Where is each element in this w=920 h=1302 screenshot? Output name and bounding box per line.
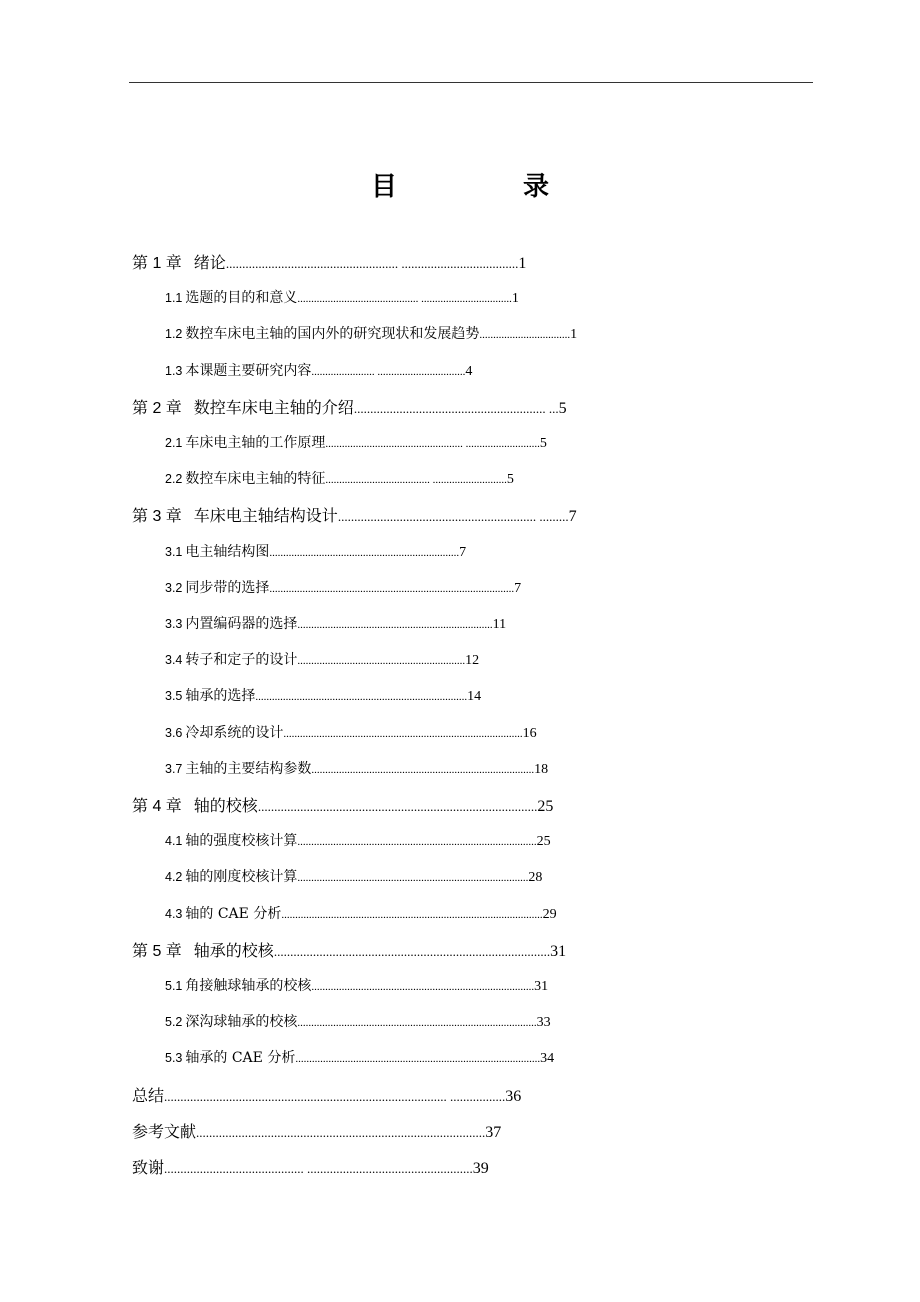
toc-entry-number: 3.5 <box>165 689 183 704</box>
toc-entry-page-number: 1 <box>511 291 519 307</box>
toc-chapter-entry[interactable] <box>132 1085 522 1105</box>
toc-entry-label: 致谢 <box>132 1158 165 1177</box>
header-rule <box>129 82 813 83</box>
toc-entry-label: 数控车床电主轴的特征 <box>185 471 326 488</box>
toc-section-entry[interactable] <box>165 762 548 777</box>
toc-entry-leader-dots: ............................................................. <box>297 655 466 668</box>
toc-entry-leader-dots: ....................................................................................... <box>297 836 537 849</box>
toc-entry-label: 选题的目的和意义 <box>185 290 298 307</box>
toc-entry-leader-dots: ...................................................................................... <box>257 799 538 814</box>
toc-entry-leader-dots: ..................................................................................... <box>273 943 551 959</box>
toc-entry-number: 3.3 <box>165 617 183 631</box>
toc-entry-page-number: 7 <box>568 508 577 526</box>
toc-entry-label: 数控车床电主轴的国内外的研究现状和发展趋势 <box>185 326 480 343</box>
toc-entry-number: 5.1 <box>165 979 183 993</box>
toc-entry-number: 3.4 <box>165 653 183 668</box>
toc-entry-number: 4.2 <box>165 870 183 885</box>
toc-entry-page-number: 37 <box>485 1123 502 1141</box>
toc-chapter-entry[interactable] <box>132 1160 489 1177</box>
toc-entry-leader-dots: ..................................................... .................................... <box>225 256 519 271</box>
toc-entry-number: 3.1 <box>165 544 183 559</box>
toc-entry-number: 5.3 <box>165 1051 183 1066</box>
toc-entry-page-number: 33 <box>536 1015 551 1031</box>
toc-section-entry[interactable] <box>165 436 547 451</box>
toc-section-entry[interactable] <box>165 291 519 306</box>
toc-entry-page-number: 28 <box>528 870 543 886</box>
toc-section-entry[interactable] <box>165 689 481 704</box>
toc-chapter-entry[interactable] <box>132 940 567 960</box>
toc-entry-leader-dots: ................................................................................. <box>311 763 535 776</box>
toc-entry-page-number: 7 <box>514 580 522 596</box>
toc-title: 目 录 <box>370 172 599 202</box>
toc-entry-leader-dots: ....................................................................................... <box>297 1017 537 1030</box>
toc-section-entry[interactable] <box>165 979 548 994</box>
toc-section-entry[interactable] <box>165 1015 551 1030</box>
toc-entry-leader-dots: .................................................. ........................... <box>325 438 540 450</box>
toc-entry-page-number: 4 <box>465 363 473 379</box>
toc-chapter-entry[interactable] <box>132 508 577 525</box>
toc-entry-page-number: 5 <box>506 472 514 488</box>
toc-entry-page-number: 25 <box>536 834 551 850</box>
toc-entry-leader-dots: ................................................................................. <box>311 981 535 993</box>
toc-entry-leader-dots: ............................................................................. <box>255 691 468 704</box>
toc-entry-label: 本课题主要研究内容 <box>185 362 312 379</box>
toc-entry-page-number: 34 <box>540 1051 555 1067</box>
toc-entry-number: 2.2 <box>165 472 183 487</box>
toc-entry-leader-dots: ......................................................................................... <box>295 1053 541 1066</box>
toc-entry-leader-dots: ....................................................................... <box>297 619 493 631</box>
toc-entry-label: 轴承的 CAE 分析 <box>185 1050 296 1067</box>
toc-entry-number: 1.3 <box>165 363 183 378</box>
toc-entry-leader-dots: ................................. <box>479 329 571 342</box>
toc-entry-leader-dots: ....................................................................................... <box>283 727 523 740</box>
toc-section-entry[interactable] <box>165 545 466 560</box>
toc-entry-page-number: 14 <box>467 689 482 705</box>
toc-section-entry[interactable] <box>165 1051 554 1066</box>
toc-entry-page-number: 31 <box>534 979 549 994</box>
toc-section-entry[interactable] <box>165 834 551 849</box>
toc-entry-number: 第 2 章 <box>132 399 182 417</box>
toc-entry-page-number: 31 <box>550 942 567 960</box>
toc-entry-leader-dots: ....................................................................................... ................. <box>164 1088 506 1104</box>
toc-entry-leader-dots: .................................................................................... <box>297 872 529 885</box>
toc-entry-page-number: 12 <box>465 653 480 669</box>
toc-section-entry[interactable] <box>165 581 521 596</box>
toc-entry-label: 轴的刚度校核计算 <box>185 869 298 886</box>
toc-entry-number: 第 1 章 <box>132 255 182 272</box>
toc-entry-label: 角接触球轴承的校核 <box>185 978 312 994</box>
toc-entry-label: 冷却系统的设计 <box>185 724 284 741</box>
toc-entry-leader-dots: ....................... ................................ <box>311 365 466 378</box>
toc-entry-number: 第 4 章 <box>132 798 182 815</box>
toc-section-entry[interactable] <box>165 472 514 487</box>
toc-entry-leader-dots: ............................................................................................... <box>281 908 543 921</box>
toc-entry-page-number: 11 <box>492 617 507 632</box>
toc-entry-number: 3.2 <box>165 580 183 595</box>
toc-entry-leader-dots: ......................................................................................... <box>196 1124 486 1140</box>
toc-entry-leader-dots: ............................................ ................................. <box>297 293 512 306</box>
toc-entry-page-number: 18 <box>534 761 549 777</box>
toc-entry-leader-dots: ........................................................... ... <box>353 400 559 416</box>
toc-entry-page-number: 1 <box>570 327 578 343</box>
toc-entry-label: 车床电主轴结构设计 <box>193 506 338 526</box>
toc-section-entry[interactable] <box>165 726 537 741</box>
toc-entry-number: 2.1 <box>165 436 183 450</box>
toc-entry-leader-dots: ..................................................................... <box>269 546 460 559</box>
toc-entry-page-number: 5 <box>558 399 567 417</box>
toc-section-entry[interactable] <box>165 870 542 885</box>
toc-entry-page-number: 5 <box>539 436 547 451</box>
toc-entry-number: 4.1 <box>165 834 183 849</box>
toc-entry-label: 参考文献 <box>132 1121 197 1141</box>
toc-entry-label: 轴的校核 <box>193 796 258 815</box>
toc-section-entry[interactable] <box>165 617 506 632</box>
toc-section-entry[interactable] <box>165 327 577 342</box>
toc-chapter-entry[interactable] <box>132 798 553 815</box>
toc-entry-number: 4.3 <box>165 906 183 921</box>
toc-entry-label: 轴的强度校核计算 <box>185 833 298 850</box>
toc-entry-label: 主轴的主要结构参数 <box>185 760 312 777</box>
toc-entry-label: 总结 <box>132 1085 165 1105</box>
toc-entry-page-number: 36 <box>505 1087 522 1105</box>
toc-entry-page-number: 16 <box>522 725 537 741</box>
toc-entry-number: 3.7 <box>165 761 183 776</box>
toc-entry-leader-dots: ...................................... ........................... <box>325 474 507 487</box>
toc-entry-number: 3.6 <box>165 725 183 740</box>
toc-entry-number: 第 3 章 <box>132 508 182 526</box>
toc-entry-label: 内置编码器的选择 <box>185 616 298 632</box>
toc-entry-page-number: 1 <box>518 255 527 272</box>
toc-entry-label: 电主轴结构图 <box>185 543 270 560</box>
toc-entry-label: 绪论 <box>193 253 226 272</box>
toc-entry-number: 1.1 <box>165 291 183 306</box>
toc-entry-label: 轴承的校核 <box>193 940 274 960</box>
toc-entry-label: 车床电主轴的工作原理 <box>185 435 326 451</box>
toc-entry-label: 转子和定子的设计 <box>185 652 298 669</box>
toc-entry-label: 数控车床电主轴的介绍 <box>193 397 354 417</box>
toc-entry-label: 轴的 CAE 分析 <box>185 905 282 922</box>
toc-entry-label: 轴承的选择 <box>185 688 256 705</box>
toc-entry-leader-dots: ............................................................. ......... <box>337 509 569 525</box>
toc-entry-page-number: 7 <box>459 544 467 560</box>
toc-entry-leader-dots: ......................................................................................... <box>269 582 515 595</box>
toc-entry-leader-dots: ........................................... ................................................... <box>164 1161 473 1176</box>
toc-entry-label: 同步带的选择 <box>185 579 270 596</box>
toc-section-entry[interactable] <box>165 907 557 922</box>
toc-entry-page-number: 39 <box>472 1160 489 1177</box>
toc-section-entry[interactable] <box>165 653 479 668</box>
toc-section-entry[interactable] <box>165 364 472 379</box>
toc-entry-number: 5.2 <box>165 1015 183 1030</box>
toc-entry-number: 第 5 章 <box>132 942 182 960</box>
toc-entry-number: 1.2 <box>165 327 183 342</box>
toc-chapter-entry[interactable] <box>132 397 567 417</box>
toc-chapter-entry[interactable] <box>132 255 526 272</box>
toc-entry-page-number: 29 <box>542 906 557 922</box>
toc-chapter-entry[interactable] <box>132 1121 502 1141</box>
toc-entry-label: 深沟球轴承的校核 <box>185 1014 298 1031</box>
toc-entry-page-number: 25 <box>537 798 554 815</box>
